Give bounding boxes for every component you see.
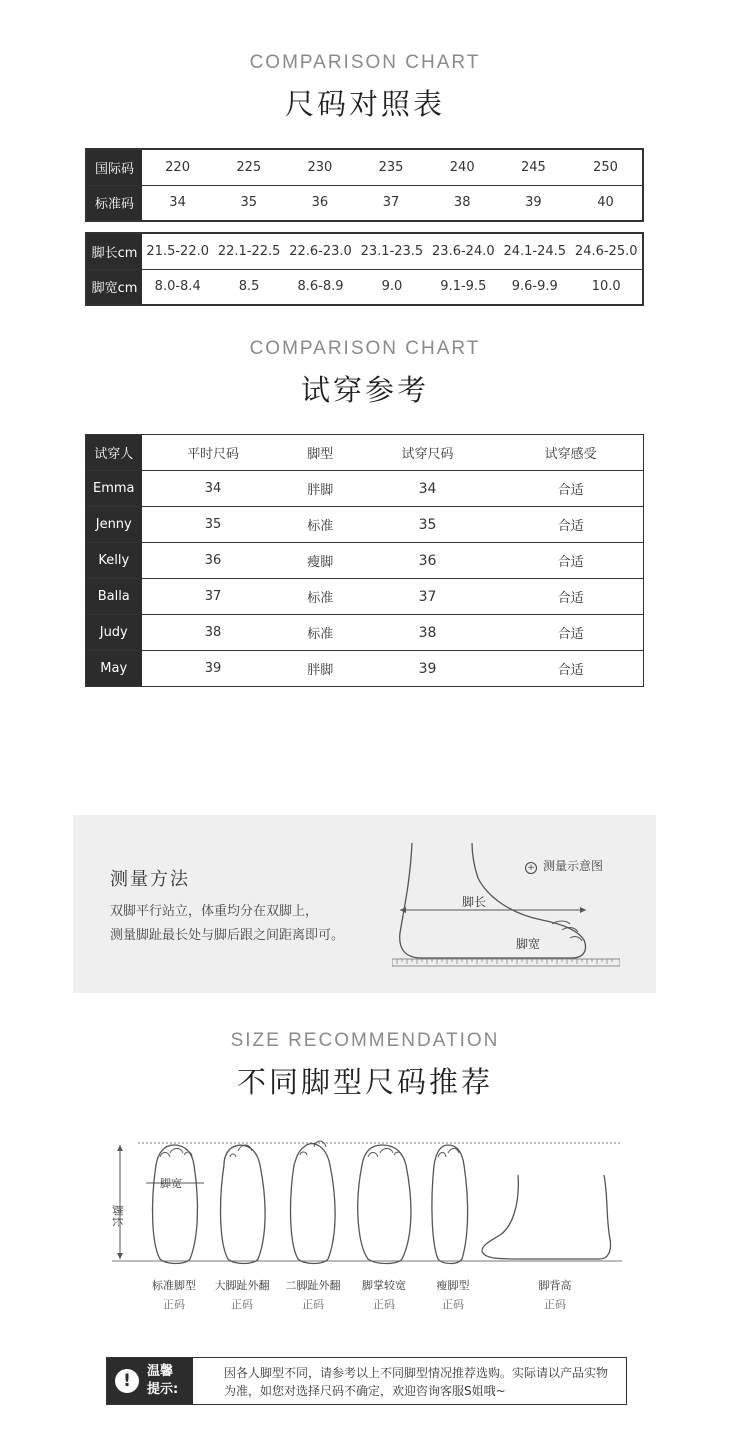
foot-type-sub: 正码: [302, 1298, 324, 1311]
table-cell: 39: [142, 651, 285, 687]
foot-width-label: 脚宽: [160, 1177, 182, 1190]
table-cell: 9.1-9.5: [428, 269, 499, 305]
table-cell: 240: [427, 149, 498, 185]
foot-type-label: 大脚趾外翻: [214, 1279, 270, 1292]
section2-title: 试穿参考: [300, 373, 429, 407]
table-cell: 合适: [499, 507, 642, 543]
table-cell: 36: [284, 185, 355, 221]
row-label: 脚长cm: [86, 233, 142, 269]
foot-type-sub: 正码: [442, 1298, 464, 1311]
spacer-cell: [642, 651, 643, 687]
ruler: [392, 959, 620, 966]
table-cell: 标准: [285, 579, 357, 615]
exclamation-icon: !: [115, 1369, 139, 1393]
section3-title: 不同脚型尺码推荐: [236, 1065, 493, 1099]
spacer-cell: [642, 615, 643, 651]
table-cell: 合适: [499, 579, 642, 615]
table-header-row: [86, 435, 644, 471]
column-header: 试穿感受: [499, 435, 642, 471]
table-cell: 34: [142, 471, 285, 507]
foot-type-label: 标准脚型: [152, 1279, 196, 1292]
column-header: 试穿人: [86, 435, 142, 471]
spacer-cell: [642, 507, 643, 543]
tester-name: Balla: [86, 579, 142, 615]
foot-outline: [400, 843, 586, 958]
table-cell: 250: [569, 149, 643, 185]
foot-type-sub: 正码: [231, 1298, 253, 1311]
table-cell: 230: [284, 149, 355, 185]
column-header: 脚型: [285, 435, 357, 471]
foot-type-label: 脚背高: [538, 1279, 572, 1292]
foot-high-instep: [482, 1175, 611, 1259]
measure-title: 测量方法: [110, 869, 190, 890]
row-label: 标准码: [86, 185, 142, 221]
table-row: [86, 651, 644, 687]
table-cell: 35: [213, 185, 284, 221]
table-cell: 23.6-24.0: [428, 233, 499, 269]
foot-type-label: 脚掌较宽: [362, 1279, 406, 1292]
foot-bunion: [221, 1145, 266, 1263]
table-cell: 38: [356, 615, 499, 651]
section1-title: 尺码对照表: [284, 87, 445, 121]
foot-type-label: 二脚趾外翻: [285, 1279, 341, 1292]
notice-label-block: [107, 1358, 193, 1404]
table-cell: 8.5: [213, 269, 284, 305]
table-cell: 22.1-22.5: [213, 233, 284, 269]
tester-name: Judy: [86, 615, 142, 651]
table-cell: 40: [569, 185, 643, 221]
table-cell: 10.0: [570, 269, 643, 305]
notice-box: [106, 1357, 627, 1405]
foot-types-diagram: [100, 1135, 630, 1270]
spacer-cell: [642, 471, 643, 507]
tester-name: Kelly: [86, 543, 142, 579]
tester-name: Jenny: [86, 507, 142, 543]
foot-width-label: 脚宽: [516, 937, 541, 951]
foot-wide: [358, 1145, 411, 1264]
size-table-measures: [85, 232, 644, 306]
table-cell: 23.1-23.5: [356, 233, 427, 269]
column-header: 平时尺码: [142, 435, 285, 471]
measure-line: 测量脚趾最长处与脚后跟之间距离即可。: [110, 928, 345, 943]
table-row: [86, 185, 643, 221]
table-cell: 9.0: [356, 269, 427, 305]
table-cell: 合适: [499, 471, 642, 507]
table-row: [86, 149, 643, 185]
table-cell: 胖脚: [285, 471, 357, 507]
table-cell: 24.1-24.5: [499, 233, 570, 269]
table-row: [86, 269, 643, 305]
table-cell: 标准: [285, 507, 357, 543]
spacer-cell: [642, 435, 643, 471]
table-row: [86, 615, 644, 651]
foot-standard: [153, 1145, 198, 1264]
table-cell: 胖脚: [285, 651, 357, 687]
measure-legend-label: 测量示意图: [543, 859, 604, 873]
table-row: [86, 233, 643, 269]
size-table-codes: [85, 148, 644, 222]
foot-length-vertical-label: 脚长: [111, 1205, 124, 1227]
table-cell: 37: [142, 579, 285, 615]
foot-side-diagram: [392, 838, 620, 973]
table-cell: 36: [142, 543, 285, 579]
notice-label: [147, 1363, 191, 1399]
spacer-cell: [642, 579, 643, 615]
table-row: [86, 471, 644, 507]
table-cell: 瘦脚: [285, 543, 357, 579]
table-cell: 235: [355, 149, 426, 185]
table-cell: 36: [356, 543, 499, 579]
foot-type-label: 瘦脚型: [436, 1279, 470, 1292]
section2-eyebrow: COMPARISON CHART: [249, 338, 481, 359]
table-cell: 8.0-8.4: [142, 269, 213, 305]
table-cell: 39: [356, 651, 499, 687]
table-cell: 22.6-23.0: [285, 233, 356, 269]
table-cell: 34: [142, 185, 213, 221]
table-row: [86, 543, 644, 579]
foot-second-toe: [291, 1144, 336, 1264]
section1-eyebrow: COMPARISON CHART: [249, 52, 481, 73]
foot-type-sub: 正码: [163, 1298, 185, 1311]
section3-eyebrow: SIZE RECOMMENDATION: [230, 1030, 500, 1051]
table-cell: 38: [142, 615, 285, 651]
spacer-cell: [642, 543, 643, 579]
table-cell: 合适: [499, 615, 642, 651]
table-cell: 21.5-22.0: [142, 233, 213, 269]
table-cell: 37: [356, 579, 499, 615]
table-cell: 34: [356, 471, 499, 507]
foot-type-sub: 正码: [544, 1298, 566, 1311]
foot-narrow: [432, 1145, 468, 1264]
tester-name: May: [86, 651, 142, 687]
table-cell: 9.6-9.9: [499, 269, 570, 305]
table-cell: 220: [142, 149, 213, 185]
foot-type-sub: 正码: [373, 1298, 395, 1311]
table-cell: 245: [498, 149, 569, 185]
tester-name: Emma: [86, 471, 142, 507]
table-row: [86, 579, 644, 615]
table-cell: 35: [142, 507, 285, 543]
table-row: [86, 507, 644, 543]
trial-table: [85, 434, 644, 687]
measure-instructions: [110, 900, 390, 948]
notice-text: 因各人脚型不同，请参考以上不同脚型情况推荐选购。实际请以产品实物为准，如您对选择尺码不确定，欢迎咨询客服S姐哦~: [224, 1366, 609, 1398]
notice-label-line: 提示:: [147, 1382, 179, 1397]
measure-line: 双脚平行站立，体重均分在双脚上，: [110, 904, 319, 919]
crosshair-icon: +: [525, 862, 537, 874]
table-cell: 38: [427, 185, 498, 221]
table-cell: 39: [498, 185, 569, 221]
table-cell: 合适: [499, 543, 642, 579]
table-cell: 35: [356, 507, 499, 543]
foot-length-label: 脚长: [462, 895, 487, 909]
row-label: 国际码: [86, 149, 142, 185]
table-cell: 225: [213, 149, 284, 185]
table-cell: 24.6-25.0: [570, 233, 643, 269]
table-cell: 合适: [499, 651, 642, 687]
table-cell: 37: [355, 185, 426, 221]
table-cell: 8.6-8.9: [285, 269, 356, 305]
column-header: 试穿尺码: [356, 435, 499, 471]
table-cell: 标准: [285, 615, 357, 651]
notice-label-line: 温馨: [147, 1364, 174, 1379]
row-label: 脚宽cm: [86, 269, 142, 305]
